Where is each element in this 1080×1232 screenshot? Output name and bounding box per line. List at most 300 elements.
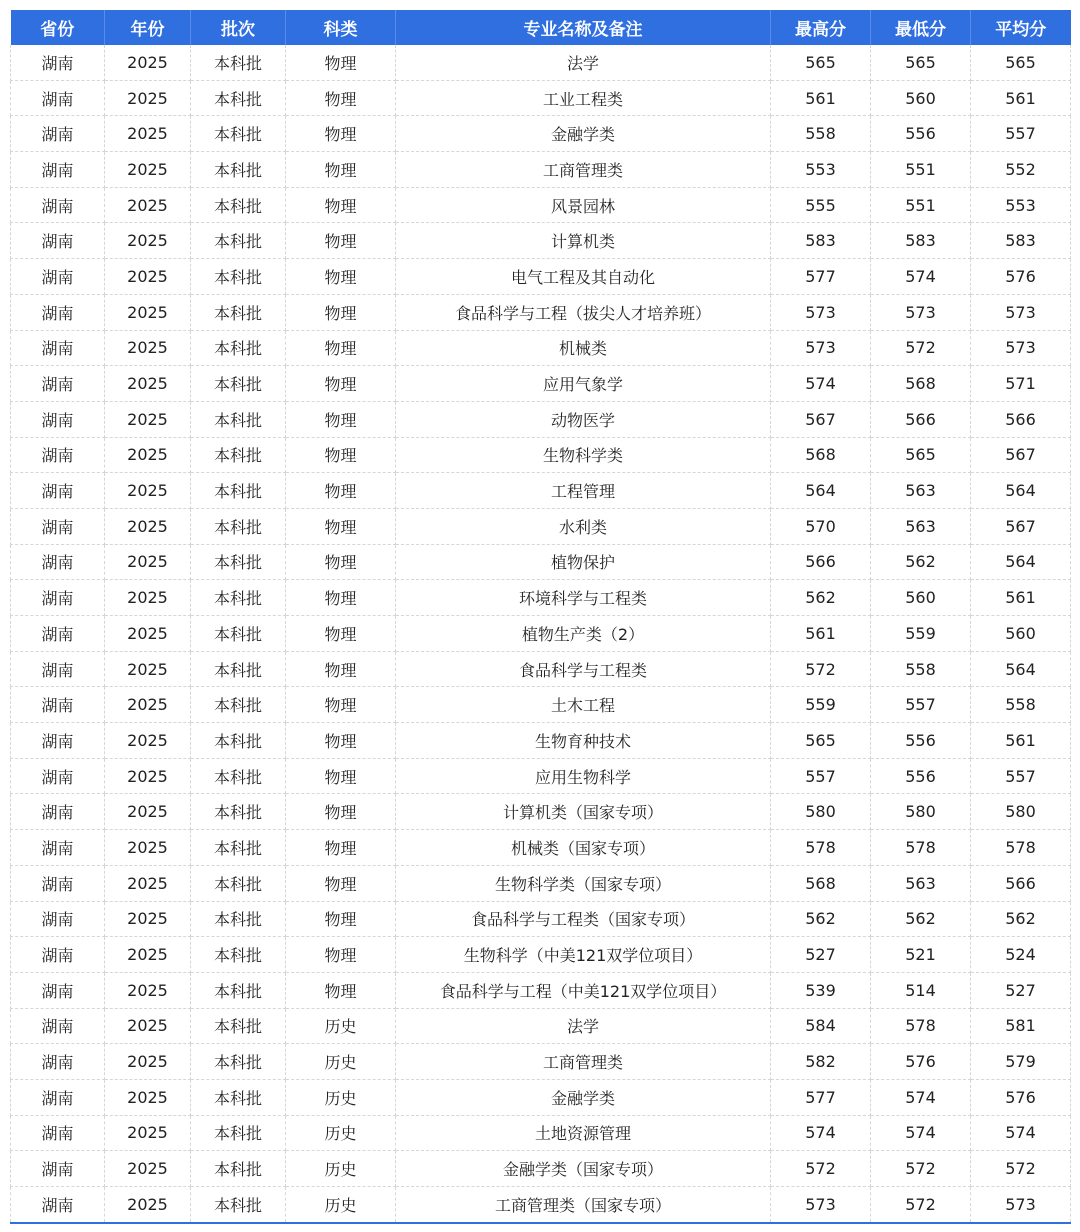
cell-category: 物理 xyxy=(286,616,396,652)
cell-min-score: 565 xyxy=(871,437,971,473)
cell-max-score: 573 xyxy=(771,330,871,366)
cell-min-score: 557 xyxy=(871,687,971,723)
cell-min-score: 568 xyxy=(871,366,971,402)
cell-category: 物理 xyxy=(286,937,396,973)
cell-province: 湖南 xyxy=(11,152,105,188)
cell-avg-score: 566 xyxy=(971,401,1071,437)
cell-min-score: 573 xyxy=(871,294,971,330)
table-row xyxy=(11,1187,1071,1223)
cell-avg-score: 581 xyxy=(971,1008,1071,1044)
cell-category: 物理 xyxy=(286,508,396,544)
cell-province: 湖南 xyxy=(11,865,105,901)
cell-year: 2025 xyxy=(105,544,191,580)
table-row xyxy=(11,1115,1071,1151)
cell-major: 机械类（国家专项） xyxy=(396,830,771,866)
cell-year: 2025 xyxy=(105,1044,191,1080)
cell-major: 土地资源管理 xyxy=(396,1115,771,1151)
cell-avg-score: 571 xyxy=(971,366,1071,402)
cell-year: 2025 xyxy=(105,723,191,759)
cell-major: 生物科学（中美121双学位项目） xyxy=(396,937,771,973)
cell-max-score: 553 xyxy=(771,152,871,188)
cell-year: 2025 xyxy=(105,223,191,259)
cell-min-score: 580 xyxy=(871,794,971,830)
cell-batch: 本科批 xyxy=(191,116,286,152)
cell-avg-score: 565 xyxy=(971,45,1071,80)
cell-category: 物理 xyxy=(286,865,396,901)
cell-avg-score: 573 xyxy=(971,294,1071,330)
cell-category: 历史 xyxy=(286,1151,396,1187)
cell-category: 物理 xyxy=(286,794,396,830)
cell-min-score: 556 xyxy=(871,723,971,759)
cell-major: 金融学类 xyxy=(396,116,771,152)
cell-year: 2025 xyxy=(105,187,191,223)
cell-province: 湖南 xyxy=(11,830,105,866)
cell-province: 湖南 xyxy=(11,1187,105,1223)
table-row xyxy=(11,972,1071,1008)
cell-avg-score: 578 xyxy=(971,830,1071,866)
table-row xyxy=(11,223,1071,259)
table-row xyxy=(11,366,1071,402)
cell-min-score: 572 xyxy=(871,1187,971,1223)
cell-year: 2025 xyxy=(105,1151,191,1187)
cell-category: 物理 xyxy=(286,830,396,866)
cell-province: 湖南 xyxy=(11,544,105,580)
cell-avg-score: 557 xyxy=(971,116,1071,152)
cell-avg-score: 558 xyxy=(971,687,1071,723)
cell-province: 湖南 xyxy=(11,972,105,1008)
cell-category: 历史 xyxy=(286,1079,396,1115)
table-row xyxy=(11,187,1071,223)
cell-min-score: 576 xyxy=(871,1044,971,1080)
table-row xyxy=(11,616,1071,652)
cell-year: 2025 xyxy=(105,651,191,687)
cell-batch: 本科批 xyxy=(191,972,286,1008)
cell-min-score: 572 xyxy=(871,330,971,366)
cell-batch: 本科批 xyxy=(191,1079,286,1115)
cell-batch: 本科批 xyxy=(191,865,286,901)
cell-batch: 本科批 xyxy=(191,401,286,437)
cell-category: 物理 xyxy=(286,116,396,152)
cell-max-score: 568 xyxy=(771,437,871,473)
cell-province: 湖南 xyxy=(11,758,105,794)
table-row xyxy=(11,651,1071,687)
cell-max-score: 583 xyxy=(771,223,871,259)
cell-min-score: 558 xyxy=(871,651,971,687)
cell-max-score: 559 xyxy=(771,687,871,723)
table-row xyxy=(11,830,1071,866)
cell-year: 2025 xyxy=(105,901,191,937)
cell-major: 植物保护 xyxy=(396,544,771,580)
cell-batch: 本科批 xyxy=(191,330,286,366)
cell-category: 物理 xyxy=(286,901,396,937)
cell-max-score: 568 xyxy=(771,865,871,901)
cell-min-score: 560 xyxy=(871,580,971,616)
cell-avg-score: 561 xyxy=(971,723,1071,759)
cell-avg-score: 557 xyxy=(971,758,1071,794)
cell-min-score: 578 xyxy=(871,830,971,866)
cell-category: 物理 xyxy=(286,152,396,188)
table-row xyxy=(11,508,1071,544)
table-row xyxy=(11,901,1071,937)
cell-avg-score: 562 xyxy=(971,901,1071,937)
cell-major: 生物育种技术 xyxy=(396,723,771,759)
cell-province: 湖南 xyxy=(11,401,105,437)
cell-avg-score: 574 xyxy=(971,1115,1071,1151)
cell-category: 物理 xyxy=(286,187,396,223)
cell-max-score: 572 xyxy=(771,1151,871,1187)
cell-max-score: 555 xyxy=(771,187,871,223)
cell-province: 湖南 xyxy=(11,366,105,402)
cell-avg-score: 573 xyxy=(971,1187,1071,1223)
cell-min-score: 562 xyxy=(871,901,971,937)
cell-avg-score: 527 xyxy=(971,972,1071,1008)
cell-year: 2025 xyxy=(105,865,191,901)
cell-avg-score: 567 xyxy=(971,437,1071,473)
cell-year: 2025 xyxy=(105,401,191,437)
cell-batch: 本科批 xyxy=(191,187,286,223)
cell-province: 湖南 xyxy=(11,1151,105,1187)
cell-batch: 本科批 xyxy=(191,687,286,723)
cell-category: 物理 xyxy=(286,758,396,794)
table-row xyxy=(11,580,1071,616)
cell-batch: 本科批 xyxy=(191,473,286,509)
column-header-batch: 批次 xyxy=(191,10,286,45)
cell-avg-score: 524 xyxy=(971,937,1071,973)
cell-year: 2025 xyxy=(105,1187,191,1223)
cell-year: 2025 xyxy=(105,259,191,295)
cell-batch: 本科批 xyxy=(191,830,286,866)
cell-avg-score: 560 xyxy=(971,616,1071,652)
cell-category: 物理 xyxy=(286,437,396,473)
cell-batch: 本科批 xyxy=(191,580,286,616)
cell-avg-score: 583 xyxy=(971,223,1071,259)
cell-max-score: 577 xyxy=(771,259,871,295)
table-row xyxy=(11,865,1071,901)
cell-avg-score: 552 xyxy=(971,152,1071,188)
column-header-avg-score: 平均分 xyxy=(971,10,1071,45)
cell-batch: 本科批 xyxy=(191,1044,286,1080)
cell-major: 植物生产类（2） xyxy=(396,616,771,652)
column-header-category: 科类 xyxy=(286,10,396,45)
cell-batch: 本科批 xyxy=(191,723,286,759)
cell-max-score: 562 xyxy=(771,901,871,937)
cell-min-score: 521 xyxy=(871,937,971,973)
score-table-container xyxy=(10,10,1070,1224)
cell-min-score: 563 xyxy=(871,473,971,509)
cell-max-score: 584 xyxy=(771,1008,871,1044)
cell-category: 物理 xyxy=(286,401,396,437)
table-row xyxy=(11,80,1071,116)
cell-province: 湖南 xyxy=(11,1044,105,1080)
cell-max-score: 578 xyxy=(771,830,871,866)
cell-min-score: 574 xyxy=(871,1079,971,1115)
table-row xyxy=(11,1044,1071,1080)
table-row xyxy=(11,259,1071,295)
cell-year: 2025 xyxy=(105,294,191,330)
cell-batch: 本科批 xyxy=(191,259,286,295)
cell-major: 环境科学与工程类 xyxy=(396,580,771,616)
cell-major: 水利类 xyxy=(396,508,771,544)
cell-year: 2025 xyxy=(105,45,191,80)
table-row xyxy=(11,1151,1071,1187)
table-row xyxy=(11,544,1071,580)
cell-batch: 本科批 xyxy=(191,366,286,402)
cell-max-score: 582 xyxy=(771,1044,871,1080)
cell-major: 土木工程 xyxy=(396,687,771,723)
cell-province: 湖南 xyxy=(11,1008,105,1044)
cell-year: 2025 xyxy=(105,330,191,366)
cell-province: 湖南 xyxy=(11,616,105,652)
cell-avg-score: 567 xyxy=(971,508,1071,544)
table-row xyxy=(11,1008,1071,1044)
cell-min-score: 574 xyxy=(871,259,971,295)
cell-min-score: 563 xyxy=(871,508,971,544)
cell-category: 物理 xyxy=(286,723,396,759)
cell-major: 电气工程及其自动化 xyxy=(396,259,771,295)
cell-category: 物理 xyxy=(286,366,396,402)
cell-major: 工程管理 xyxy=(396,473,771,509)
cell-province: 湖南 xyxy=(11,687,105,723)
cell-max-score: 561 xyxy=(771,80,871,116)
cell-province: 湖南 xyxy=(11,116,105,152)
cell-max-score: 562 xyxy=(771,580,871,616)
cell-min-score: 565 xyxy=(871,45,971,80)
cell-major: 金融学类（国家专项） xyxy=(396,1151,771,1187)
cell-year: 2025 xyxy=(105,116,191,152)
table-row xyxy=(11,473,1071,509)
cell-year: 2025 xyxy=(105,80,191,116)
cell-year: 2025 xyxy=(105,830,191,866)
cell-avg-score: 564 xyxy=(971,651,1071,687)
cell-max-score: 565 xyxy=(771,723,871,759)
cell-province: 湖南 xyxy=(11,723,105,759)
cell-major: 食品科学与工程类（国家专项） xyxy=(396,901,771,937)
cell-category: 物理 xyxy=(286,473,396,509)
cell-major: 法学 xyxy=(396,1008,771,1044)
table-row xyxy=(11,401,1071,437)
cell-batch: 本科批 xyxy=(191,508,286,544)
cell-batch: 本科批 xyxy=(191,544,286,580)
cell-min-score: 551 xyxy=(871,187,971,223)
cell-province: 湖南 xyxy=(11,1115,105,1151)
cell-max-score: 558 xyxy=(771,116,871,152)
cell-batch: 本科批 xyxy=(191,1151,286,1187)
cell-year: 2025 xyxy=(105,1008,191,1044)
cell-max-score: 557 xyxy=(771,758,871,794)
cell-year: 2025 xyxy=(105,794,191,830)
cell-province: 湖南 xyxy=(11,1079,105,1115)
cell-max-score: 539 xyxy=(771,972,871,1008)
cell-major: 工商管理类 xyxy=(396,1044,771,1080)
cell-province: 湖南 xyxy=(11,45,105,80)
cell-province: 湖南 xyxy=(11,80,105,116)
cell-max-score: 570 xyxy=(771,508,871,544)
cell-batch: 本科批 xyxy=(191,651,286,687)
cell-batch: 本科批 xyxy=(191,45,286,80)
cell-min-score: 583 xyxy=(871,223,971,259)
cell-year: 2025 xyxy=(105,758,191,794)
cell-province: 湖南 xyxy=(11,437,105,473)
cell-category: 物理 xyxy=(286,294,396,330)
cell-category: 物理 xyxy=(286,223,396,259)
cell-avg-score: 576 xyxy=(971,1079,1071,1115)
table-row xyxy=(11,294,1071,330)
cell-major: 法学 xyxy=(396,45,771,80)
table-row xyxy=(11,1079,1071,1115)
cell-major: 生物科学类（国家专项） xyxy=(396,865,771,901)
cell-category: 物理 xyxy=(286,45,396,80)
cell-batch: 本科批 xyxy=(191,937,286,973)
cell-avg-score: 573 xyxy=(971,330,1071,366)
cell-year: 2025 xyxy=(105,937,191,973)
cell-min-score: 551 xyxy=(871,152,971,188)
table-row xyxy=(11,437,1071,473)
header-row xyxy=(11,10,1071,45)
cell-major: 工商管理类 xyxy=(396,152,771,188)
cell-min-score: 563 xyxy=(871,865,971,901)
cell-province: 湖南 xyxy=(11,508,105,544)
column-header-province: 省份 xyxy=(11,10,105,45)
cell-max-score: 577 xyxy=(771,1079,871,1115)
cell-category: 物理 xyxy=(286,259,396,295)
cell-year: 2025 xyxy=(105,580,191,616)
cell-category: 物理 xyxy=(286,80,396,116)
cell-batch: 本科批 xyxy=(191,294,286,330)
table-row xyxy=(11,687,1071,723)
cell-max-score: 567 xyxy=(771,401,871,437)
cell-avg-score: 564 xyxy=(971,473,1071,509)
cell-province: 湖南 xyxy=(11,794,105,830)
cell-batch: 本科批 xyxy=(191,437,286,473)
cell-major: 计算机类（国家专项） xyxy=(396,794,771,830)
table-row xyxy=(11,116,1071,152)
cell-batch: 本科批 xyxy=(191,1187,286,1223)
cell-batch: 本科批 xyxy=(191,1115,286,1151)
cell-max-score: 574 xyxy=(771,366,871,402)
cell-year: 2025 xyxy=(105,1115,191,1151)
cell-min-score: 559 xyxy=(871,616,971,652)
cell-major: 应用生物科学 xyxy=(396,758,771,794)
cell-min-score: 556 xyxy=(871,116,971,152)
cell-max-score: 572 xyxy=(771,651,871,687)
cell-major: 风景园林 xyxy=(396,187,771,223)
cell-province: 湖南 xyxy=(11,473,105,509)
column-header-year: 年份 xyxy=(105,10,191,45)
cell-province: 湖南 xyxy=(11,901,105,937)
cell-major: 应用气象学 xyxy=(396,366,771,402)
cell-batch: 本科批 xyxy=(191,758,286,794)
cell-major: 机械类 xyxy=(396,330,771,366)
cell-province: 湖南 xyxy=(11,259,105,295)
cell-category: 物理 xyxy=(286,651,396,687)
cell-category: 物理 xyxy=(286,687,396,723)
cell-category: 历史 xyxy=(286,1115,396,1151)
cell-min-score: 514 xyxy=(871,972,971,1008)
cell-max-score: 561 xyxy=(771,616,871,652)
cell-batch: 本科批 xyxy=(191,794,286,830)
cell-max-score: 580 xyxy=(771,794,871,830)
table-body xyxy=(11,45,1071,1223)
cell-batch: 本科批 xyxy=(191,616,286,652)
cell-category: 物理 xyxy=(286,330,396,366)
cell-batch: 本科批 xyxy=(191,80,286,116)
cell-major: 食品科学与工程类 xyxy=(396,651,771,687)
cell-category: 物理 xyxy=(286,972,396,1008)
cell-major: 食品科学与工程（中美121双学位项目） xyxy=(396,972,771,1008)
cell-year: 2025 xyxy=(105,508,191,544)
cell-max-score: 564 xyxy=(771,473,871,509)
cell-category: 历史 xyxy=(286,1008,396,1044)
cell-major: 计算机类 xyxy=(396,223,771,259)
cell-min-score: 578 xyxy=(871,1008,971,1044)
table-row xyxy=(11,330,1071,366)
cell-major: 工商管理类（国家专项） xyxy=(396,1187,771,1223)
table-row xyxy=(11,152,1071,188)
table-row xyxy=(11,758,1071,794)
table-header xyxy=(11,10,1071,45)
cell-min-score: 556 xyxy=(871,758,971,794)
cell-max-score: 565 xyxy=(771,45,871,80)
table-row xyxy=(11,45,1071,80)
cell-max-score: 566 xyxy=(771,544,871,580)
cell-province: 湖南 xyxy=(11,937,105,973)
cell-category: 历史 xyxy=(286,1187,396,1223)
cell-batch: 本科批 xyxy=(191,901,286,937)
score-table xyxy=(10,10,1071,1224)
cell-max-score: 527 xyxy=(771,937,871,973)
cell-year: 2025 xyxy=(105,687,191,723)
cell-major: 生物科学类 xyxy=(396,437,771,473)
cell-year: 2025 xyxy=(105,616,191,652)
cell-major: 食品科学与工程（拔尖人才培养班） xyxy=(396,294,771,330)
cell-avg-score: 579 xyxy=(971,1044,1071,1080)
cell-year: 2025 xyxy=(105,366,191,402)
table-row xyxy=(11,794,1071,830)
table-row xyxy=(11,937,1071,973)
cell-batch: 本科批 xyxy=(191,1008,286,1044)
cell-avg-score: 572 xyxy=(971,1151,1071,1187)
column-header-min-score: 最低分 xyxy=(871,10,971,45)
cell-year: 2025 xyxy=(105,1079,191,1115)
cell-major: 动物医学 xyxy=(396,401,771,437)
cell-province: 湖南 xyxy=(11,294,105,330)
cell-avg-score: 580 xyxy=(971,794,1071,830)
cell-min-score: 560 xyxy=(871,80,971,116)
cell-year: 2025 xyxy=(105,972,191,1008)
cell-min-score: 572 xyxy=(871,1151,971,1187)
cell-province: 湖南 xyxy=(11,223,105,259)
cell-max-score: 573 xyxy=(771,1187,871,1223)
cell-avg-score: 561 xyxy=(971,580,1071,616)
cell-avg-score: 576 xyxy=(971,259,1071,295)
cell-max-score: 574 xyxy=(771,1115,871,1151)
cell-year: 2025 xyxy=(105,152,191,188)
cell-category: 历史 xyxy=(286,1044,396,1080)
cell-category: 物理 xyxy=(286,580,396,616)
cell-batch: 本科批 xyxy=(191,152,286,188)
cell-year: 2025 xyxy=(105,437,191,473)
cell-major: 金融学类 xyxy=(396,1079,771,1115)
cell-major: 工业工程类 xyxy=(396,80,771,116)
cell-batch: 本科批 xyxy=(191,223,286,259)
cell-min-score: 574 xyxy=(871,1115,971,1151)
column-header-major: 专业名称及备注 xyxy=(396,10,771,45)
cell-province: 湖南 xyxy=(11,580,105,616)
table-row xyxy=(11,723,1071,759)
cell-avg-score: 566 xyxy=(971,865,1071,901)
cell-min-score: 566 xyxy=(871,401,971,437)
cell-min-score: 562 xyxy=(871,544,971,580)
